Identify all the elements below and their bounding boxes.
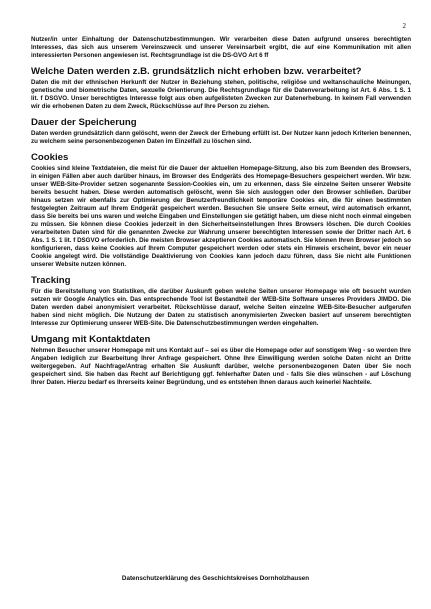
section-heading-speicherdauer: Dauer der Speicherung: [31, 117, 137, 128]
section-body-nicht-erhobene-daten: Daten die mit der ethnischen Herkunft der Nutzer in Beziehung stehen, politische, religiöse und weltanschauliche Meinungen, genetische und biometrische Daten, sexuelle Orientierung. Die Rechtsgrundlage für die Datenverarbeitung ist Art. 6 Abs. 1 S. 1 lit. f DSGVO. Unser berechtigtes Interesse folgt aus oben aufgelisteten Zwecken zur Datenerhebung. In keinem Fall verwenden wir die erhobenen Daten zu dem Zweck, Rückschlüsse auf Ihre Person zu ziehen.: [31, 79, 411, 110]
document-body: [31, 36, 411, 387]
section-body-kontaktdaten: Nehmen Besucher unserer Homepage mit uns Kontakt auf – sei es über die Homepage oder auf sonstigem Weg - so werden Ihre Angaben lediglich zur Bearbeitung Ihrer Anfrage gespeichert. Ohne Ihre Einwilligung werden solche Daten nicht an Dritte weitergegeben. Auf Nachfrage/Antrag erhalten Sie Auskunft darüber, welche personenbezogenen Daten über Sie noch gespeichert sind. Sie haben das Recht auf Berichtigung ggf. fehlerhafter Daten und - falls Sie dies wünschen - auf Löschung Ihrer Daten. Hierzu bedarf es Ihrerseits keiner Begründung, und es entstehen Ihnen daraus auch keinerlei Nachteile.: [31, 347, 411, 386]
section-body-speicherdauer: Daten werden grundsätzlich dann gelöscht, wenn der Zweck der Erhebung erfüllt ist. Der Nutzer kann jedoch Kriterien benennen, zu welchem seine personenbezogenen Daten im Einzelfall zu löschen sind.: [31, 130, 411, 145]
section-heading-nicht-erhobene-daten: Welche Daten werden z.B. grundsätzlich nicht erhoben bzw. verarbeitet?: [31, 66, 362, 77]
page-footer: Datenschutzerklärung des Geschichtskreises Dornholzhausen: [121, 575, 310, 582]
page-number: 2: [402, 22, 406, 30]
intro-paragraph: Nutzer/in unter Einhaltung der Datenschutzbestimmungen. Wir verarbeiten diese Daten aufgrund unseres berechtigten Interesses, das sich aus unserem Vereinszweck und unserer Vereinsarbeit ergibt, die auf eine Kommunikation mit allen interessierten Personen angewiesen ist. Rechtsgrundlage ist die DS-GVO Art 6 ff: [31, 36, 411, 59]
section-heading-tracking: Tracking: [31, 275, 71, 286]
section-heading-kontaktdaten: Umgang mit Kontaktdaten: [31, 334, 151, 345]
section-body-tracking: Für die Bereitstellung von Statistiken, die darüber Auskunft geben welche Seiten unserer Homepage wie oft besucht wurden setzen wir Google Analytics ein. Das entsprechende Tool ist Bestandteil der WEB-Site Software unseres Providers JIMDO. Die Daten werden dabei anonymisiert verarbeitet. Rückschlüsse darauf, welche Seiten einzelne WEB-Site-Besucher aufgerufen haben sind nicht möglich. Die Nutzung der Daten zu statistisch anonymisierten Zwecken basiert auf unserem berechtigten Interesse zur Optimierung unserer WEB-Site. Die Datenschutzbestimmungen werden eingehalten.: [31, 288, 411, 327]
section-heading-cookies: Cookies: [31, 152, 69, 163]
section-body-cookies: Cookies sind kleine Textdateien, die meist für die Dauer der aktuellen Homepage-Sitzung, also bis zum Beenden des Browsers, in einigen Fällen aber auch darüber hinaus, im Browser des Endgeräts des Homepage-Besuchers gespeichert werden. Wir bzw. unser WEB-Site-Provider setzen sogenannte Session-Cookies ein, um zu erkennen, dass Sie einzelne Seiten unserer Website bereits besucht haben. Diese werden automatisch gelöscht, wenn Sie sich ausloggen oder den Browser schließen. Darüber hinaus setzen wir ebenfalls zur Optimierung der Benutzerfreundlichkeit temporäre Cookies ein, die für einen bestimmten festgelegten Zeitraum auf Ihrem Endgerät gespeichert werden. Besuchen Sie unsere Seite erneut, wird automatisch erkannt, dass Sie bereits bei uns waren und welche Eingaben und Einstellungen sie getätigt haben, um diese nicht noch einmal eingeben zu müssen. Sie können diese Cookies jederzeit in den Sicherheitseinstellungen Ihres Browsers löschen. Die durch Cookies verarbeiteten Daten sind für die genannten Zwecke zur Wahrung unserer berechtigten Interessen sowie der Dritter nach Art. 6 Abs. 1 S. 1 lit. f DSGVO erforderlich. Die meisten Browser akzeptieren Cookies automatisch. Sie können Ihren Browser jedoch so konfigurieren, dass keine Cookies auf Ihrem Computer gespeichert werden oder stets ein Hinweis erscheint, bevor ein neuer Cookie angelegt wird. Die vollständige Deaktivierung von Cookies kann jedoch dazu führen, dass Sie nicht alle Funktionen unserer Website nutzen können.: [31, 165, 411, 268]
